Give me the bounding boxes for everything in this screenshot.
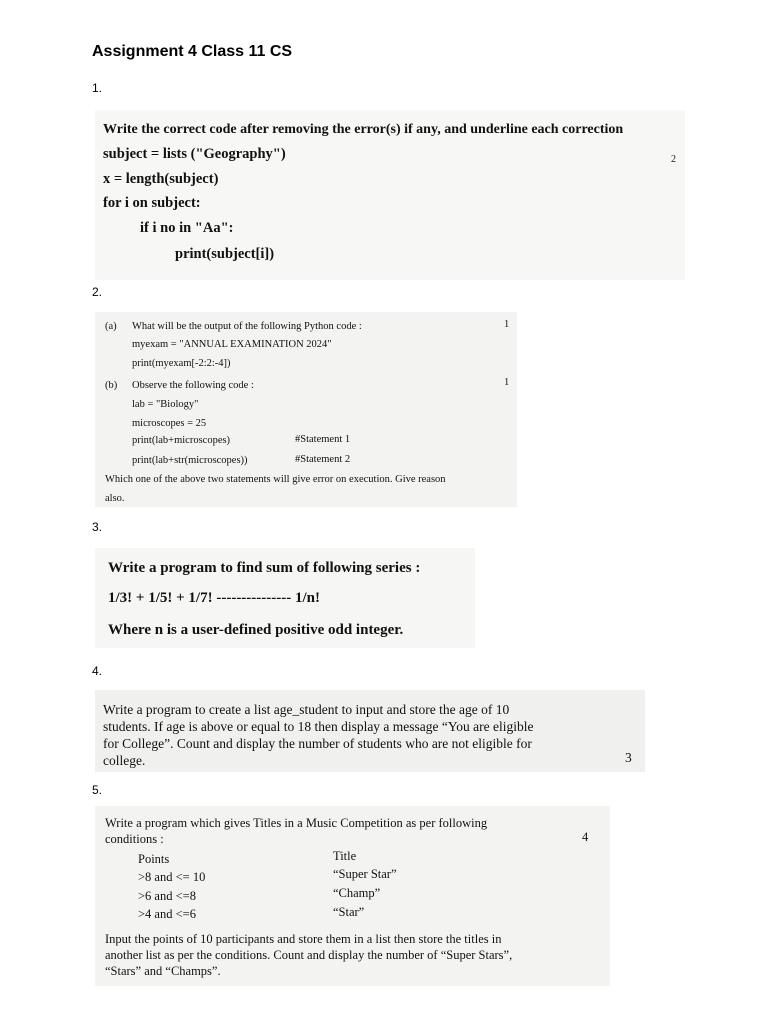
question-number-1: 1. (92, 81, 103, 95)
q2-a-line-3: print(myexam[-2:2:-4]) (132, 358, 231, 369)
q2-b-line-1: Observe the following code : (132, 380, 254, 391)
q5-table-points-1: >8 and <= 10 (138, 870, 206, 884)
question-1-image (95, 110, 685, 280)
q5-table-points-3: >4 and <=6 (138, 907, 196, 921)
question-4-image (95, 690, 645, 772)
q4-line-3: for College”. Count and display the number of students who are not eligible for (103, 736, 532, 751)
q2-b-line-4: print(lab+microscopes) (132, 435, 231, 446)
question-3-image (95, 548, 475, 648)
q5-table-header-title: Title (333, 849, 357, 863)
document-title: Assignment 4 Class 11 CS (92, 43, 293, 60)
q1-line-6: print(subject[i]) (175, 246, 275, 262)
q4-line-1: Write a program to create a list age_student to input and store the age of 10 (103, 702, 510, 717)
question-5-image (95, 806, 610, 986)
q3-line-2: 1/3! + 1/5! + 1/7! --------------- 1/n! (108, 590, 321, 606)
q5-intro-line-1: Write a program which gives Titles in a Music Competition as per following (105, 816, 488, 830)
question-number-2: 2. (92, 285, 103, 299)
q5-table-points-2: >6 and <=8 (138, 889, 196, 903)
question-number-3: 3. (92, 520, 103, 534)
question-number-4: 4. (92, 664, 103, 678)
q5-marks: 4 (582, 830, 589, 844)
q2-part-a-label: (a) (105, 321, 117, 332)
q2-part-b-label: (b) (105, 380, 118, 391)
q2-b-comment-1: #Statement 1 (295, 434, 351, 445)
q2-footer-line-2: also. (105, 493, 125, 504)
q2-b-line-5: print(lab+str(microscopes)) (132, 455, 248, 466)
q5-intro-line-2: conditions : (105, 832, 164, 846)
q1-line-4: for i on subject: (103, 195, 201, 211)
q4-line-2: students. If age is above or equal to 18 then display a message “You are eligible (103, 719, 534, 734)
q2-b-comment-2: #Statement 2 (295, 454, 351, 465)
q5-table-title-1: “Super Star” (333, 867, 397, 881)
q2-b-line-3: microscopes = 25 (132, 418, 207, 429)
q2-a-line-1: What will be the output of the following Python code : (132, 321, 362, 332)
q5-outro-line-2: another list as per the conditions. Count and display the number of “Super Stars”, (105, 948, 513, 962)
q5-outro-line-1: Input the points of 10 participants and store them in a list then store the titles in (105, 932, 502, 946)
q1-line-2: subject = lists ("Geography") (103, 146, 286, 162)
question-number-5: 5. (92, 783, 103, 797)
q5-table-title-3: “Star” (333, 905, 365, 919)
question-2-image (95, 312, 517, 507)
q4-marks: 3 (625, 750, 632, 765)
q2-a-line-2: myexam = "ANNUAL EXAMINATION 2024" (132, 339, 332, 350)
q3-line-3: Where n is a user-defined positive odd integer. (108, 622, 404, 638)
q5-table-title-2: “Champ” (333, 886, 381, 900)
q1-line-1: Write the correct code after removing the error(s) if any, and underline each correction (103, 122, 624, 137)
q5-table-header-points: Points (138, 852, 170, 866)
q2-b-line-2: lab = "Biology" (132, 399, 199, 410)
q1-line-3: x = length(subject) (103, 171, 219, 187)
q4-line-4: college. (103, 753, 146, 768)
q5-outro-line-3: “Stars” and “Champs”. (105, 964, 221, 978)
q1-marks: 2 (671, 154, 676, 165)
q2-footer-line-1: Which one of the above two statements will give error on execution. Give reason (105, 474, 446, 485)
q2-b-marks: 1 (504, 377, 510, 388)
q2-a-marks: 1 (504, 319, 510, 330)
q1-line-5: if i no in "Aa": (140, 220, 234, 236)
q3-line-1: Write a program to find sum of following series : (108, 560, 421, 576)
